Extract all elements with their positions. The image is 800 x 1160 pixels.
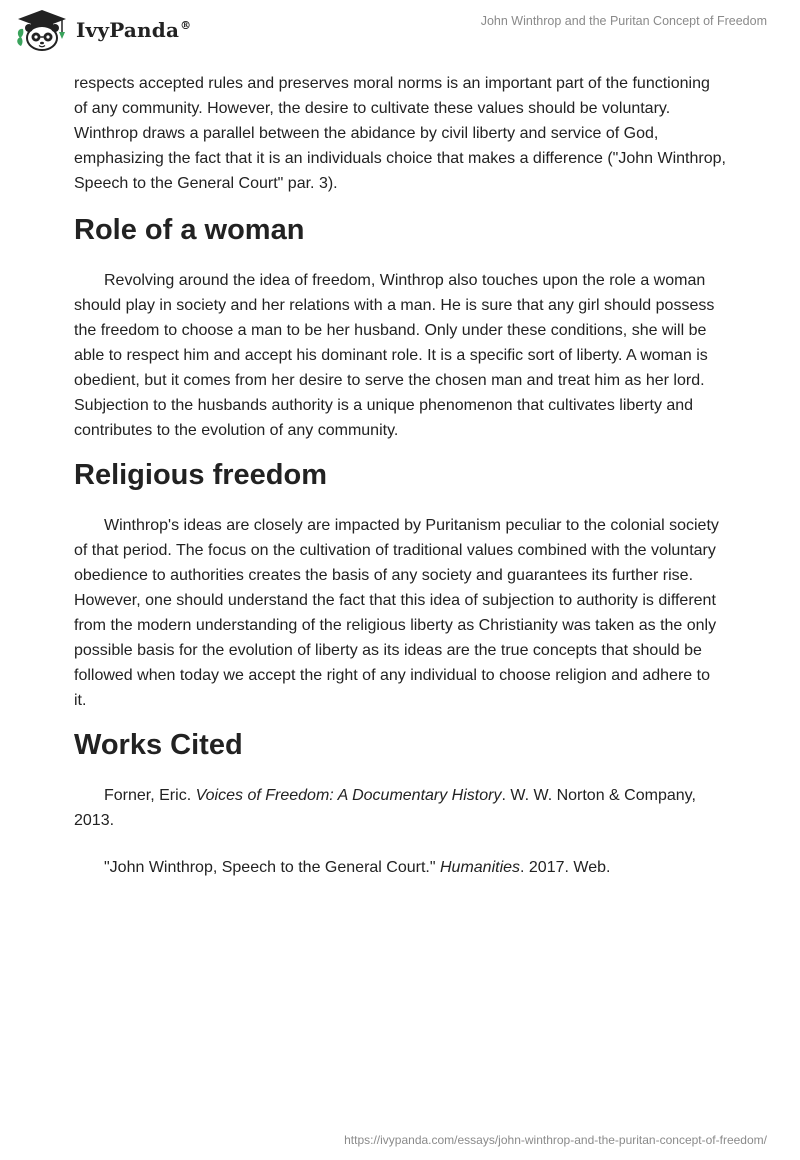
page-header [0,0,800,60]
paragraph-role-of-woman: Revolving around the idea of freedom, Winthrop also touches upon the role a woman should play in society and her relations with a man. He is sure that any girl should possess the freedom to choose a man to be her husband. Only under these conditions, she will be able to respect him and accept his dominant role. It is a specific sort of liberty. A woman is obedient, but it comes from her desire to serve the chosen man and treat him as her lord. Subjection to the husbands authority is a unique phenomenon that cultivates liberty and contributes to the evolution of any community. [74,272,715,439]
citation-author: Forner, Eric. [104,787,196,804]
citation-publisher: . W. W. Norton & Company, 2013. [74,787,696,829]
heading-role-of-woman: Role of a woman [74,214,305,246]
brand-name [76,18,191,42]
citation-publisher: . 2017. Web. [520,859,611,876]
citation-entry [74,855,726,880]
panda-graduate-icon [14,8,70,52]
ivypanda-logo[interactable] [14,8,191,52]
heading-works-cited: Works Cited [74,729,243,761]
heading-religious-freedom: Religious freedom [74,459,327,491]
citation-title: Humanities [439,859,521,876]
document-title: John Winthrop and the Puritan Concept of Freedom [480,14,767,28]
essay-content [74,71,726,880]
paragraph-religious-freedom: Winthrop's ideas are closely are impacted by Puritanism peculiar to the colonial society of that period. The focus on the cultivation of traditional values combined with the voluntary obedience to authorities creates the basis of any society and guarantees its further rise. However, one should understand the fact that this idea of subjection to authority is different from the modern understanding of the religious liberty as Christianity was taken as the only possible basis for the evolution of liberty as its ideas are the true concepts that should be followed when today we accept the right of any individual to choose religion and adhere to it. [74,517,719,709]
registered-mark: ® [180,19,192,33]
citation-author: "John Winthrop, Speech to the General Court." [104,859,440,876]
brand-text: IvyPanda [76,18,180,42]
continued-paragraph: respects accepted rules and preserves moral norms is an important part of the functioning of any community. However, the desire to cultivate these values should be voluntary. Winthrop draws a parallel between the abidance by civil liberty and service of God, emphasizing the fact that it is an individuals choice that makes a difference ("John Winthrop, Speech to the General Court" par. 3). [74,75,726,192]
citation-title: Voices of Freedom: A Documentary History [195,787,502,804]
source-url-link[interactable]: https://ivypanda.com/essays/john-winthrop-and-the-puritan-concept-of-freedom/ [344,1133,767,1147]
citation-entry [74,783,726,833]
